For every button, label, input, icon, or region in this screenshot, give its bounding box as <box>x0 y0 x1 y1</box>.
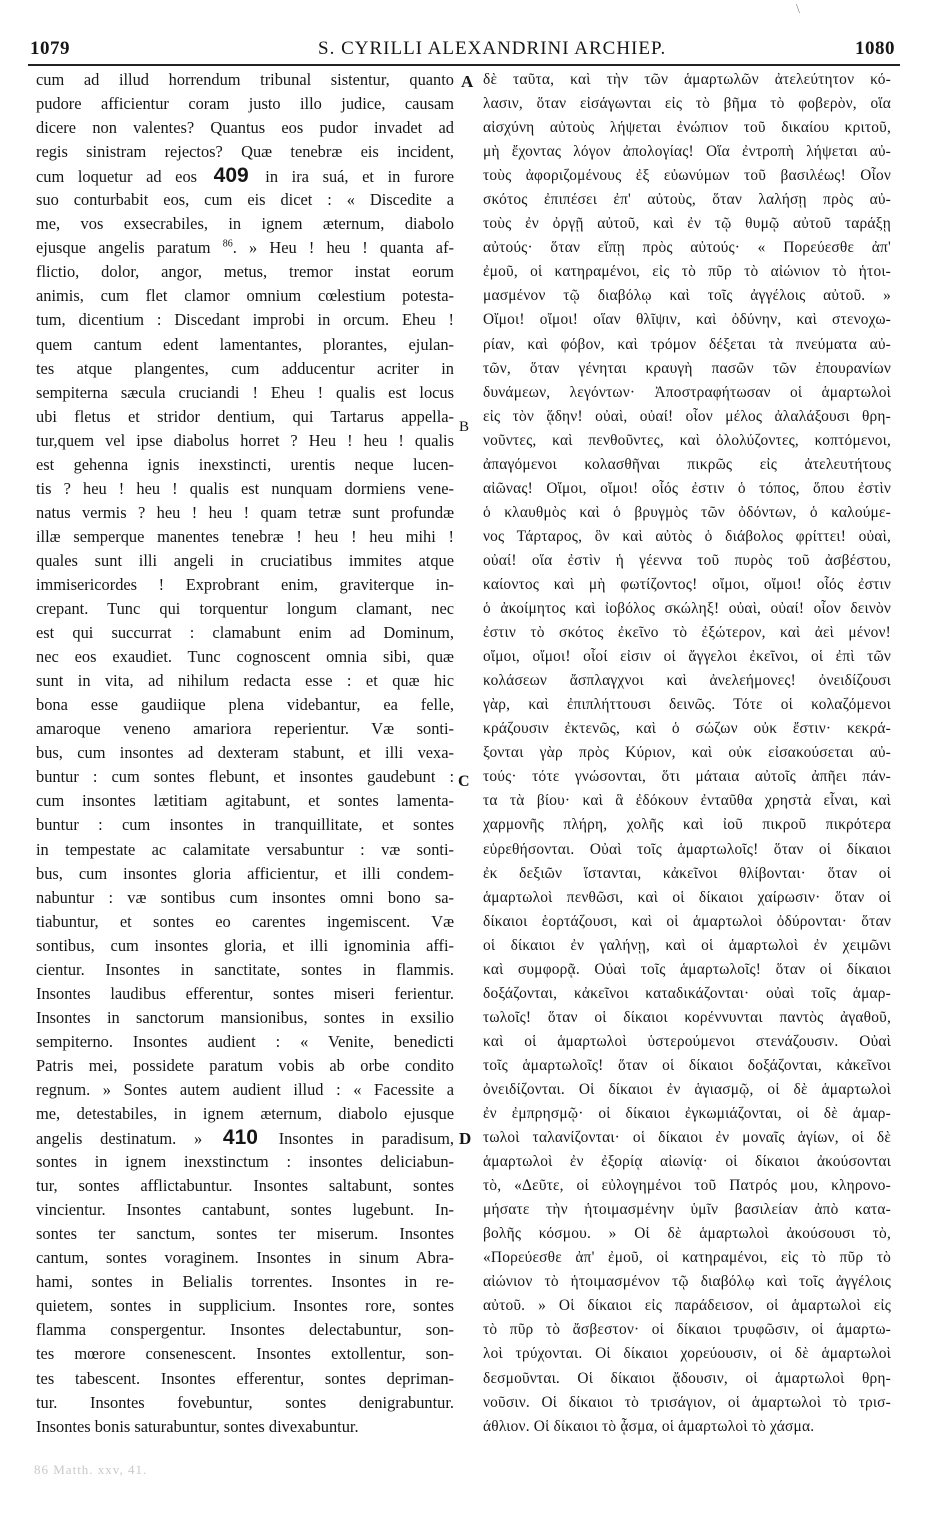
latin-line <box>36 741 454 765</box>
latin-text: me, vos exsecrabiles, in ignem æternum, diabolo <box>36 214 454 234</box>
latin-text: sontes ter sanctum, sontes ter miserum. Insontes <box>36 1224 454 1244</box>
latin-line <box>36 308 454 332</box>
latin-line <box>36 1318 454 1342</box>
latin-line <box>36 765 454 789</box>
greek-line: μασμένον τῷ διαβόλῳ καὶ τοῖς ἀγγέλοις αὐτοῦ. » <box>483 287 891 305</box>
latin-text: Patris mei, possidete paratum vobis ab orbe condito <box>36 1055 454 1075</box>
greek-line: εἰς τὸν ᾅδην! οὐαὶ, οὐαί! οἷον μέλος ἀλαλάξουσι θρη- <box>483 407 891 425</box>
running-title: S. CYRILLI ALEXANDRINI ARCHIEP. <box>318 38 667 59</box>
greek-line: τωλοὶ ταλανίζονται· οἱ δίκαιοι ἐν μοναῖς ἁγίων, οἱ δὲ <box>483 1129 891 1147</box>
latin-text: cum ad illud horrendum tribunal sistentur, quanto <box>36 70 454 89</box>
greek-line: Οἴμοι! οἴμοι! οἵαν θλῖψιν, καὶ ὀδύνην, καὶ στενοχω- <box>483 311 891 329</box>
latin-line <box>36 934 454 958</box>
greek-line: αὐτούς· ὅταν εἴπῃ πρὸς αὐτούς· « Πορεύεσθε ἀπ' <box>483 239 891 257</box>
latin-line <box>36 1415 454 1439</box>
greek-line: τωλοῖς! ὅταν οἱ δίκαιοι κορέννυνται παντὸς ἀγαθοῦ, <box>483 1008 891 1026</box>
latin-line <box>36 333 454 357</box>
latin-text: quietem, sontes in supplicium. Insontes rore, sontes <box>36 1296 454 1316</box>
latin-line <box>36 68 454 92</box>
greek-line: ἁμαρτωλοὶ πενθῶσι, καὶ οἱ δίκαιοι χαίρωσιν· ὅταν οἱ <box>483 888 891 906</box>
corner-mark: \ <box>796 2 800 17</box>
latin-text: illæ semperque manentes tenebræ ! heu ! heu mihi ! <box>36 526 454 546</box>
latin-line <box>36 645 454 669</box>
greek-line: καίοντος καὶ μὴ φωτίζοντος! οἴμοι, οἴμοι! οἷός ἐστιν <box>483 575 891 593</box>
latin-text: sontes in ignem inexstinctum : insontes deliciabun- <box>36 1152 454 1172</box>
greek-line: αἰῶνας! Οἴμοι, οἴμοι! οἷός ἐστιν ὁ τόπος, ὅπου ἐστὶν <box>483 479 891 497</box>
latin-line <box>36 1126 454 1150</box>
latin-text: immisericordes ! Exprobrant enim, graviterque in- <box>36 574 454 594</box>
greek-line: ρίαν, καὶ φόβον, καὶ τρόμον δέξεται τὰ πνεύματα αὐ- <box>483 335 891 353</box>
latin-line <box>36 116 454 140</box>
latin-text: animis, cum flet clamor omnium cœlestium potesta- <box>36 286 454 306</box>
greek-line: άθλιον. Οἱ δίκαιοι τὸ ᾆσμα, οἱ ἁμαρτωλοὶ τὸ χάσμα. <box>483 1417 815 1435</box>
latin-text: in tempestate ac calamitate versabuntur : væ sonti- <box>36 839 454 859</box>
latin-line <box>36 381 454 405</box>
margin-marker-a: A <box>461 72 474 91</box>
margin-marker-b: B <box>459 419 470 435</box>
greek-line: μὴ ἔχοντας λόγον ἀπολογίας! Οἵα ἐντροπὴ λήψεται αὐ- <box>483 143 891 161</box>
footnote-ref: 86 <box>222 238 233 250</box>
latin-text: tes mœrore consenescent. Insontes extollentur, son- <box>36 1344 454 1364</box>
greek-line: καὶ συμφορᾷ. Οὐαὶ τοῖς ἁμαρτωλοῖς! ὅταν οἱ δίκαιοι <box>483 960 891 978</box>
latin-line <box>36 164 454 188</box>
latin-text: amaroque veneno amariora reperientur. Væ sonti- <box>36 719 454 739</box>
latin-line <box>36 1150 454 1174</box>
latin-line <box>36 212 454 236</box>
latin-line <box>36 429 454 453</box>
latin-line <box>36 1367 454 1391</box>
latin-text: est qui succurrat : clamabunt enim ad Dominum, <box>36 623 454 643</box>
greek-line: «Πορεύεσθε ἀπ' ἐμοῦ, οἱ κατηραμένοι, εἰς τὸ πῦρ τὸ <box>483 1249 891 1267</box>
latin-line <box>36 405 454 429</box>
latin-text: suo conturbabit eos, cum eis dicet : « Discedite a <box>36 190 454 210</box>
greek-line: ἐν ἐμπρησμῷ· οἱ δίκαιοι ἐγκωμιάζονται, οἱ δὲ ἁμαρ- <box>483 1105 891 1123</box>
latin-line <box>36 236 454 260</box>
latin-line <box>36 1078 454 1102</box>
latin-line <box>36 669 454 693</box>
greek-line: λοὶ τρύχονται. Οἱ δίκαιοι χορεύουσιν, οἱ δὲ ἁμαρτωλοὶ <box>483 1345 891 1363</box>
latin-line <box>36 284 454 308</box>
latin-line <box>36 1006 454 1030</box>
greek-line: δὲ ταῦτα, καὶ τὴν τῶν ἁμαρτωλῶν ἀτελεύτητον κό- <box>483 71 891 88</box>
latin-text: buntur : cum insontes in tranquillitate, et sontes <box>36 815 454 835</box>
latin-text: tur, sontes afflictabuntur. Insontes saltabunt, sontes <box>36 1176 454 1196</box>
greek-line: τοῖς ἁμαρτωλοῖς! ὅταν οἱ δίκαιοι δοξάζονται, κἀκεῖνοι <box>483 1056 891 1074</box>
latin-text: quales sunt illi angeli in cruciatibus immites atque <box>36 550 454 570</box>
latin-text: tum, dicentium : Discedant improbi in orcum. Eheu ! <box>36 310 454 330</box>
latin-text: bona esse gaudiique plena videbantur, ea felle, <box>36 695 454 715</box>
latin-text: quem cantum edent lamentantes, plorantes, ejulan- <box>36 334 454 354</box>
greek-line: τα τὰ βίου· καὶ ἃ ἐδόκουν ἐνταῦθα χρηστὰ εἶναι, καὶ <box>483 792 891 810</box>
greek-line: ξονται γὰρ πρὸς Κύριον, καὶ οὐκ εἰσακούσεται αὐ- <box>483 744 891 762</box>
page-header <box>0 0 929 70</box>
latin-line <box>36 862 454 886</box>
greek-line: τῶν, ὅταν γένηται κραυγὴ πασῶν τῶν ἐπουρανίων <box>483 359 891 377</box>
greek-line: ὁ κλαυθμὸς καὶ ὁ βρυγμὸς τῶν ὀδόντων, ὁ καλούμε- <box>483 503 891 521</box>
latin-line <box>36 357 454 381</box>
latin-line <box>36 717 454 741</box>
latin-line <box>36 525 454 549</box>
latin-text: . » Heu ! heu ! quanta af- <box>232 238 454 258</box>
latin-text: cum insontes lætitiam agitabunt, et sontes lamenta- <box>36 791 454 811</box>
latin-text: nec eos exaudiet. Tunc cognoscent omnia sibi, quæ <box>36 647 454 667</box>
greek-line: τὸ, «Δεῦτε, οἱ εὐλογημένοι τοῦ Πατρός μου, κληρονο- <box>483 1177 891 1195</box>
greek-line: αὐτοῦ. » Οἱ δίκαιοι εἰς παράδεισον, οἱ ἁμαρτωλοὶ εἰς <box>483 1297 891 1315</box>
greek-line: οὐαί! οἵα ἐστὶν ἡ γέεννα τοῦ πυρὸς τοῦ ἀσβέστου, <box>483 551 891 569</box>
latin-line <box>36 982 454 1006</box>
latin-text: tur,quem vel ipse diabolus horret ? Heu ! heu ! qualis <box>36 430 454 450</box>
latin-text: cantum, sontes voraginem. Insontes in sinum Abra- <box>36 1248 454 1268</box>
greek-line: ἁμαρτωλοὶ ἐν ἐξορίᾳ αἰωνίᾳ· οἱ δίκαιοι ἀκούσονται <box>483 1153 891 1171</box>
latin-text: tur. Insontes fovebuntur, sontes denigrabuntur. <box>36 1392 454 1412</box>
greek-line: τούς· τότε γνώσονται, ὅτι μάταια αὐτοῖς ἀπῆει πάν- <box>483 768 891 786</box>
latin-line <box>36 140 454 164</box>
latin-line <box>36 789 454 813</box>
greek-line: ἐμοῦ, οἱ κατηραμένοι, εἰς τὸ πῦρ τὸ αἰώνιον τὸ ἡτοι- <box>483 263 891 281</box>
greek-line: ἐκ δεξιῶν ἵστανται, κἀκεῖνοι θλίβονται· ὅταν οἱ <box>483 864 891 882</box>
greek-line: κολάσεων ἄσπλαγχνοι καὶ ἀνελεήμονες! ὀνειδίζουσι <box>483 672 891 690</box>
latin-line <box>36 501 454 525</box>
latin-text: Insontes laudibus efferentur, sontes miseri ferientur. <box>36 983 454 1003</box>
latin-text: angelis destinatum. » <box>36 1129 220 1149</box>
latin-text: tes tabescent. Insontes efferentur, sontes depriman- <box>36 1368 454 1388</box>
greek-line: τοὺς ἐν ὀργῇ αὐτοῦ, καὶ ἐν τῷ θυμῷ αὐτοῦ ταράξῃ <box>483 215 891 233</box>
latin-text: bus, cum insontes ad dexteram stabunt, et illi vexa- <box>36 743 454 763</box>
header-rule <box>28 64 900 66</box>
latin-text: sempiterno. Insontes audient : « Venite, benedicti <box>36 1031 454 1051</box>
greek-line: τοὺς ἀφοριζομένους ἐξ εὐωνύμων τοῦ βασιλέως! Οἷον <box>483 167 891 185</box>
latin-text: bus, cum insontes gloria afficientur, et illi condem- <box>36 863 454 883</box>
latin-text: flictio, dolor, angor, metus, tremor instat eorum <box>36 262 454 282</box>
latin-line <box>36 1222 454 1246</box>
latin-line <box>36 1270 454 1294</box>
latin-text: pudore afficientur coram justo illo judice, causam <box>36 94 454 114</box>
latin-column <box>36 68 454 1439</box>
greek-line: χαρμονῆς πλήρη, χολῆς καὶ ἰοῦ πικροῦ πικρότερα <box>483 816 891 834</box>
greek-line: οἱ δίκαιοι ἐν γαλήνῃ, καὶ οἱ ἁμαρτωλοὶ ἐν χειμῶνι <box>483 936 891 954</box>
greek-line: ἀπαγόμενοι κολασθῆναι πικρῶς εἰς ἀτελευτήτους <box>483 455 891 473</box>
latin-line <box>36 260 454 284</box>
greek-line: αἰώνιον τὸ ἡτοιμασμένον τῷ διαβόλῳ καὶ τοῖς ἀγγέλοις <box>483 1273 891 1291</box>
greek-line: εὑρεθήσονται. Οὐαὶ τοῖς ἁμαρτωλοῖς! ὅταν οἱ δίκαιοι <box>483 840 891 858</box>
latin-text: regis sinistram rejectos? Quæ tenebræ eis incident, <box>36 142 454 162</box>
latin-text: tes atque plangentes, cum adducentur acriter in <box>36 358 454 378</box>
margin-marker-d: D <box>459 1129 472 1148</box>
latin-text: tiabuntur, et sontes eo carentes ingemiscent. Væ <box>36 911 454 931</box>
latin-text: tis ? heu ! heu ! qualis est nunquam dormiens vene- <box>36 478 454 498</box>
greek-line: δοξάζονται, κἀκεῖνοι καταδικάζονται· οὐαὶ τοῖς ἁμαρ- <box>483 984 891 1002</box>
latin-text: Insontes in paradisum, <box>260 1129 454 1149</box>
greek-line: νοῦντες, καὶ πενθοῦντες, καὶ ὀλολύζοντες, κοπτόμενοι, <box>483 431 891 449</box>
latin-text: ejusque angelis paratum <box>36 238 223 258</box>
latin-line <box>36 597 454 621</box>
greek-line: νος Τάρταρος, ὃν καὶ αὐτὸς ὁ διάβολος φρίττει! οὐαὶ, <box>483 527 891 545</box>
latin-text: dicere non valentes? Quantus eos pudor invadet ad <box>36 118 454 138</box>
latin-text: natus vermis ? heu ! heu ! quam tetræ sunt profundæ <box>36 502 454 522</box>
latin-text: hami, sontes in Belialis torrentes. Insontes in re- <box>36 1272 454 1292</box>
page-reference-number: 410 <box>222 1126 258 1150</box>
latin-text: vincientur. Insontes cantabunt, sontes lugebunt. In- <box>36 1200 454 1220</box>
latin-text: me, detestabiles, in ignem æternum, diabolo ejusque <box>36 1104 454 1124</box>
latin-line <box>36 886 454 910</box>
latin-text: flamma conspergentur. Insontes delectabuntur, son- <box>36 1320 454 1340</box>
latin-line <box>36 1391 454 1415</box>
latin-line <box>36 1198 454 1222</box>
greek-line: ἐστιν τὸ σκότος ἐκεῖνο τὸ ἐξώτερον, καὶ ἀεὶ μένον! <box>483 624 891 642</box>
greek-line: δεσμοῦνται. Οἱ δίκαιοι ᾄδουσιν, οἱ ἁμαρτωλοὶ θρη- <box>483 1369 891 1387</box>
left-page-number: 1079 <box>30 38 70 59</box>
latin-line <box>36 1294 454 1318</box>
greek-line: μήσατε τὴν ἡτοιμασμένην ὑμῖν βασιλείαν ἀπὸ κατα- <box>483 1201 891 1219</box>
greek-line: ὁ ἀκοίμητος καὶ ἰοβόλος σκώληξ! οὐαὶ, οὐαί! οἷον δεινὸν <box>483 600 891 618</box>
latin-text: nabuntur : væ sontibus cum insontes omni bono sa- <box>36 887 454 907</box>
greek-line: κράζουσιν ἐκτενῶς, καὶ ὁ σώζων οὐκ ἔστιν· κεκρά- <box>483 720 891 738</box>
latin-text: regnum. » Sontes autem audient illud : « Facessite a <box>36 1079 454 1099</box>
right-page-number: 1080 <box>855 38 895 59</box>
latin-line <box>36 693 454 717</box>
latin-text: cum loquetur ad eos <box>36 167 211 187</box>
latin-line <box>36 573 454 597</box>
latin-line <box>36 549 454 573</box>
greek-line: δυνάμεων, λεγόντων· Ἀποστραφήτωσαν οἱ ἁμαρτωλοὶ <box>483 383 891 401</box>
latin-line <box>36 1174 454 1198</box>
latin-text: sontibus, cum insontes gloria, et illi ignominia affi- <box>36 935 454 955</box>
latin-line <box>36 1030 454 1054</box>
greek-line: λασιν, ὅταν εἰσάγωνται εἰς τὸ βῆμα τὸ φοβερὸν, οἵα <box>483 95 891 113</box>
latin-line <box>36 188 454 212</box>
greek-line: αἰσχύνη αὐτοὺς λήψεται ἐνώπιον τοῦ δικαίου κριτοῦ, <box>483 119 891 137</box>
latin-line <box>36 92 454 116</box>
greek-line: ὀνειδίζονται. Οἱ δίκαιοι ἐν ἁγιασμῷ, οἱ δὲ ἁμαρτωλοὶ <box>483 1080 891 1098</box>
page-reference-number: 409 <box>213 164 249 188</box>
latin-text: crepant. Tunc qui torquentur longum clamant, nec <box>36 599 454 619</box>
latin-text: Insontes in sanctorum mansionibus, sontes in exsilio <box>36 1007 454 1027</box>
latin-line <box>36 1246 454 1270</box>
greek-line: δίκαιοι ἑορτάζουσι, καὶ οἱ ἁμαρτωλοὶ ὀδύρονται· ὅταν <box>483 912 891 930</box>
greek-line: τὸ πῦρ τὸ ἄσβεστον· οἱ δίκαιοι τρυφῶσιν, οἱ ἁμαρτω- <box>483 1321 891 1339</box>
latin-line <box>36 910 454 934</box>
greek-line: οἴμοι, οἴμοι! οἷοί εἰσιν οἱ ἄγγελοι ἐκεῖνοι, οἱ ἐπὶ τῶν <box>483 648 891 666</box>
greek-line: βολῆς κόσμου. » Οἱ δὲ ἁμαρτωλοὶ ἀκούσουσι τὸ, <box>483 1225 891 1243</box>
latin-text: est gehenna ignis inexstincti, urentis neque lucen- <box>36 454 454 474</box>
margin-marker-c: C <box>458 773 470 790</box>
latin-line <box>36 813 454 837</box>
greek-line: γὰρ, καὶ ἐπιπλήττουσι δεινῶς. Τότε οἱ κολαζόμενοι <box>483 696 891 714</box>
greek-column <box>483 68 891 1439</box>
latin-text: sempiterna sæcula cruciandi ! Eheu ! qualis est locus <box>36 382 454 402</box>
greek-line: καὶ οἱ ἁμαρτωλοὶ ὑστερούμενοι στενάζουσιν. Οὐαὶ <box>483 1032 891 1050</box>
latin-text: ubi fletus et stridor dentium, qui Tartarus appella- <box>36 406 454 426</box>
latin-line <box>36 1102 454 1126</box>
latin-line <box>36 958 454 982</box>
latin-line <box>36 838 454 862</box>
latin-text: buntur : cum sontes flebunt, et insontes gaudebunt : <box>36 767 454 787</box>
latin-line <box>36 1342 454 1366</box>
greek-line: σκότος ἐπιπέσει ἐπ' αὐτοὺς, ὅταν λαλήσῃ πρὸς αὐ- <box>483 191 891 209</box>
latin-text: in ira suá, et in furore <box>251 167 454 187</box>
latin-line <box>36 477 454 501</box>
latin-line <box>36 453 454 477</box>
latin-text: cientur. Insontes in sanctitate, sontes in flammis. <box>36 959 454 979</box>
latin-line <box>36 1054 454 1078</box>
latin-text: Insontes bonis saturabuntur, sontes divexabuntur. <box>36 1416 359 1436</box>
footnote: 86 Matth. xxv, 41. <box>34 1462 148 1477</box>
latin-text: sunt in vita, ad nihilum redacta esse : et quæ hic <box>36 671 454 691</box>
greek-line: νοῦσιν. Οἱ δίκαιοι τὸ τρισάγιον, οἱ ἁμαρτωλοὶ τὸ τρισ- <box>483 1393 891 1411</box>
latin-line <box>36 621 454 645</box>
